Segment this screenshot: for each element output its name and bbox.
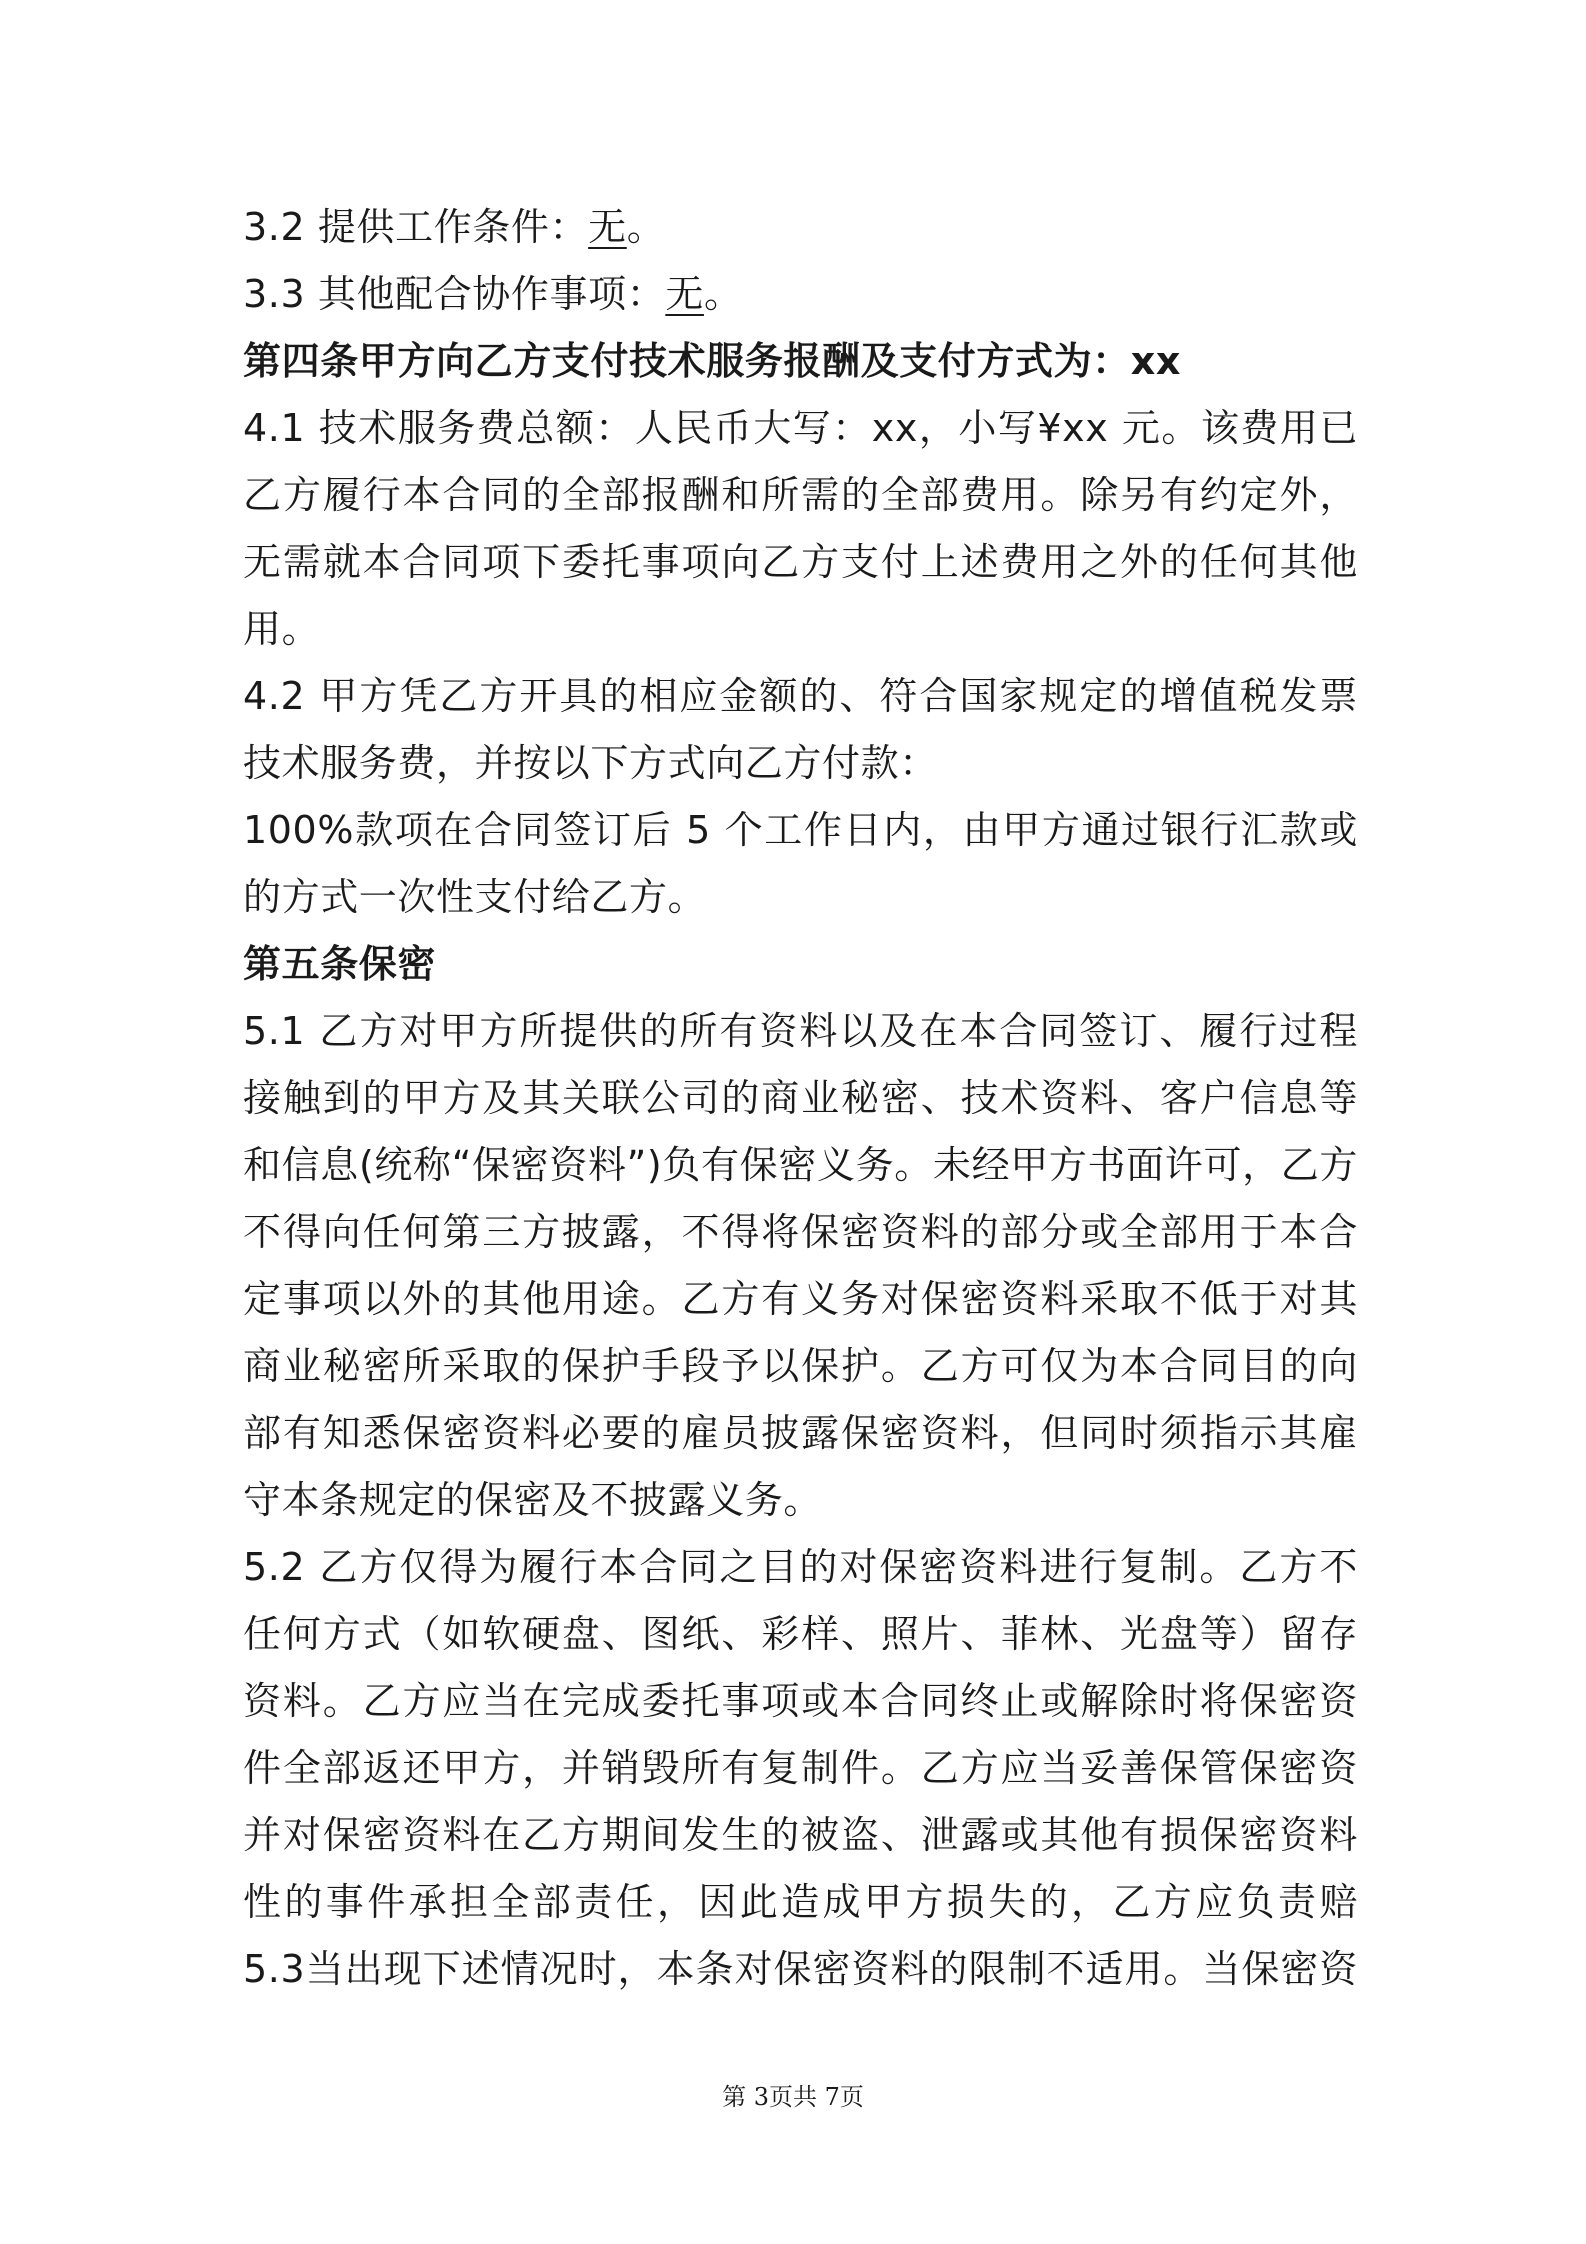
paragraph-line: 乙方履行本合同的全部报酬和所需的全部费用。除另有约定外， [243,473,1358,517]
paragraph-line [243,194,1358,261]
paragraph-line: 件全部返还甲方，并销毁所有复制件。乙方应当妥善保管保密资 [243,1746,1358,1790]
paragraph-line: 不得向任何第三方披露，不得将保密资料的部分或全部用于本合 [243,1210,1358,1254]
paragraph-line: 接触到的甲方及其关联公司的商业秘密、技术资料、客户信息等 [243,1076,1358,1120]
paragraph-line: 5.3当出现下述情况时，本条对保密资料的限制不适用。当保密资 [243,1947,1358,1991]
paragraph-line: 用。 [243,607,321,651]
paragraph-line: 100%款项在合同签订后 5 个工作日内，由甲方通过银行汇款或 [243,808,1358,852]
filled-value: 无 [665,272,704,316]
paragraph-line: 无需就本合同项下委托事项向乙方支付上述费用之外的任何其他 [243,540,1358,584]
clause-end: 。 [626,205,666,249]
clause-end: 。 [703,272,743,316]
paragraph-line: 性的事件承担全部责任，因此造成甲方损失的，乙方应负责赔 [243,1880,1358,1924]
clause-label: 3.3 其他配合协作事项： [243,272,666,316]
section-heading: 第五条保密 [243,942,437,986]
paragraph-line: 的方式一次性支付给乙方。 [243,875,707,919]
clause-label: 3.2 提供工作条件： [243,205,589,249]
filled-value: 无 [588,205,627,249]
paragraph-line: 定事项以外的其他用途。乙方有义务对保密资料采取不低于对其 [243,1277,1358,1321]
paragraph-line: 4.2 甲方凭乙方开具的相应金额的、符合国家规定的增值税发票 [243,674,1358,718]
paragraph-line: 5.1 乙方对甲方所提供的所有资料以及在本合同签订、履行过程 [243,1009,1358,1053]
paragraph-line: 4.1 技术服务费总额：人民币大写：xx，小写¥xx 元。该费用已 [243,406,1358,450]
paragraph-line: 部有知悉保密资料必要的雇员披露保密资料，但同时须指示其雇 [243,1411,1358,1455]
paragraph-line: 任何方式（如软硬盘、图纸、彩样、照片、菲林、光盘等）留存 [243,1612,1358,1656]
paragraph-line: 并对保密资料在乙方期间发生的被盗、泄露或其他有损保密资料 [243,1813,1358,1857]
page-number-footer: 第 3页共 7页 [722,2083,864,2111]
paragraph-line: 商业秘密所采取的保护手段予以保护。乙方可仅为本合同目的向 [243,1344,1358,1388]
paragraph-line: 守本条规定的保密及不披露义务。 [243,1478,823,1522]
paragraph-line: 和信息(统称“保密资料”)负有保密义务。未经甲方书面许可，乙方 [243,1143,1358,1187]
paragraph-line [243,261,1358,328]
paragraph-line: 技术服务费，并按以下方式向乙方付款： [243,741,938,785]
section-heading: 第四条甲方向乙方支付技术服务报酬及支付方式为：xx [243,339,1182,383]
paragraph-line: 资料。乙方应当在完成委托事项或本合同终止或解除时将保密资 [243,1679,1358,1723]
document-body [243,194,1358,2003]
paragraph-line: 5.2 乙方仅得为履行本合同之目的对保密资料进行复制。乙方不 [243,1545,1358,1589]
